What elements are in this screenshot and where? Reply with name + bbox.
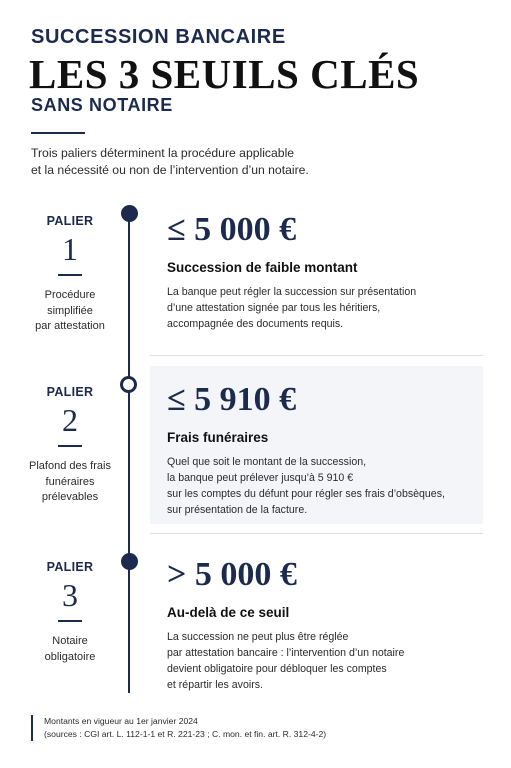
tier-title: Au-delà de ce seuil — [167, 605, 290, 620]
footer-note — [44, 715, 326, 741]
tier-body — [167, 454, 487, 518]
tier-body — [167, 284, 487, 332]
timeline-dot-filled — [121, 205, 138, 222]
palier-description-line: Plafond des frais — [29, 460, 111, 472]
kicker-title: SUCCESSION BANCAIRE — [31, 26, 286, 48]
tier-body-line: La succession ne peut plus être réglée — [167, 631, 349, 643]
palier-label: PALIER — [46, 560, 94, 574]
tier-body-line: sur les comptes du défunt pour régler ses frais d’obsèques, — [167, 488, 445, 500]
tier-separator — [150, 355, 483, 356]
palier-1-column — [20, 214, 120, 335]
palier-description — [20, 634, 120, 665]
palier-number: 2 — [62, 402, 78, 438]
palier-number: 1 — [62, 231, 78, 267]
tier-body — [167, 629, 487, 693]
tier-body-line: par attestation bancaire : l’intervention d’un notaire — [167, 647, 405, 659]
tier-body-line: d’une attestation signée par tous les héritiers, — [167, 302, 381, 314]
palier-divider — [58, 445, 82, 447]
palier-description-line: simplifiée — [47, 304, 93, 317]
intro-line: et la nécessité ou non de l’intervention d’un notaire. — [31, 163, 309, 177]
tier-body-line: et répartir les avoirs. — [167, 679, 263, 691]
intro-text — [31, 145, 451, 179]
palier-description — [20, 288, 120, 335]
palier-description-line: Procédure — [44, 289, 96, 301]
palier-description-line: prélevables — [41, 491, 99, 503]
tier-body-line: La banque peut régler la succession sur présentation — [167, 286, 417, 298]
palier-divider — [58, 620, 82, 622]
palier-description-line: funéraires — [45, 475, 95, 488]
tier-amount: ≤ 5 910 € — [167, 381, 297, 418]
tier-body-line: la banque peut prélever jusqu’à 5 910 € — [167, 472, 354, 484]
palier-number: 3 — [62, 577, 78, 613]
tier-3-content — [167, 555, 487, 693]
palier-2-column — [20, 385, 120, 506]
title-divider — [31, 132, 85, 134]
tier-title: Frais funéraires — [167, 430, 269, 445]
palier-divider — [58, 274, 82, 276]
palier-description — [20, 459, 120, 506]
footer-accent-bar — [31, 715, 33, 741]
subtitle: SANS NOTAIRE — [31, 95, 173, 115]
tier-1-content — [167, 210, 487, 332]
tier-2-content — [167, 380, 487, 518]
palier-description-line: par attestation — [35, 320, 105, 332]
tier-amount: ≤ 5 000 € — [167, 211, 297, 248]
palier-label: PALIER — [46, 214, 94, 228]
tier-body-line: sur présentation de la facture. — [167, 504, 308, 516]
tier-title: Succession de faible montant — [167, 260, 358, 275]
footer-line: Montants en vigueur au 1er janvier 2024 — [44, 716, 198, 726]
palier-description-line: obligatoire — [44, 650, 96, 663]
tier-separator — [150, 533, 483, 534]
page-title: LES 3 SEUILS CLÉS — [29, 51, 420, 97]
tier-amount: > 5 000 € — [167, 556, 297, 593]
palier-description-line: Notaire — [52, 635, 88, 647]
palier-3-column — [20, 560, 120, 665]
palier-label: PALIER — [46, 385, 94, 399]
timeline-dot-filled — [121, 553, 138, 570]
tier-body-line: Quel que soit le montant de la succession, — [167, 456, 367, 468]
tier-body-line: accompagnée des documents requis. — [167, 318, 344, 330]
footer-line: (sources : CGI art. L. 112-1-1 et R. 221-23 ; C. mon. et fin. art. R. 312-4-2) — [44, 729, 327, 739]
timeline-line — [128, 213, 130, 693]
tier-body-line: devient obligatoire pour débloquer les comptes — [167, 663, 387, 675]
timeline-dot-ring — [120, 376, 137, 393]
intro-line: Trois paliers déterminent la procédure applicable — [31, 146, 295, 160]
